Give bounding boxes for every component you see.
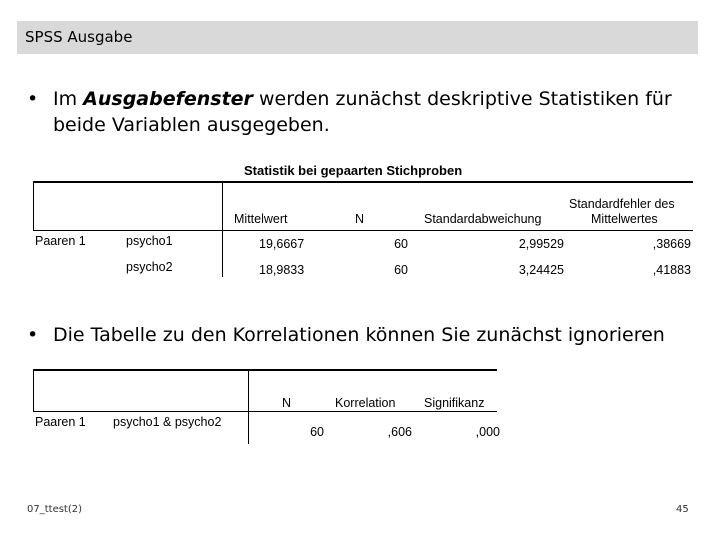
table-column-divider bbox=[222, 181, 223, 277]
col-header-n: N bbox=[282, 396, 292, 410]
table-header-divider bbox=[33, 230, 693, 231]
col-header-n: N bbox=[355, 212, 365, 226]
slide-header-title: SPSS Ausgabe bbox=[25, 28, 133, 46]
cell-n: 60 bbox=[394, 263, 408, 277]
bullet-text: Im Ausgabefenster werden zunächst deskriptive Statistiken für beide Variablen ausgegeben. bbox=[53, 88, 672, 136]
row-var: psycho1 & psycho2 bbox=[113, 415, 222, 429]
bullet-dot: • bbox=[27, 324, 39, 346]
bullet-dot: • bbox=[27, 88, 39, 110]
col-header-correlation: Korrelation bbox=[335, 396, 396, 410]
col-header-sd: Standardabweichung bbox=[424, 212, 542, 226]
cell-mean: 18,9833 bbox=[259, 263, 305, 277]
cell-n: 60 bbox=[394, 237, 408, 251]
cell-n: 60 bbox=[310, 425, 324, 439]
row-group-label: Paaren 1 bbox=[35, 415, 86, 429]
cell-mean: 19,6667 bbox=[259, 237, 305, 251]
bullet-correlations bbox=[27, 322, 707, 348]
table-left-border bbox=[33, 369, 34, 412]
row-var: psycho2 bbox=[126, 260, 173, 274]
cell-se: ,38669 bbox=[652, 237, 691, 251]
col-header-mean: Mittelwert bbox=[234, 212, 288, 226]
row-var: psycho1 bbox=[126, 234, 173, 248]
cell-significance: ,000 bbox=[475, 425, 500, 439]
bullet-descriptive bbox=[27, 86, 707, 138]
page-number: 45 bbox=[676, 504, 689, 515]
col-header-significance: Signifikanz bbox=[424, 396, 485, 410]
cell-sd: 2,99529 bbox=[518, 237, 564, 251]
table-caption: Statistik bei gepaarten Stichproben bbox=[244, 163, 463, 178]
slide-header bbox=[17, 21, 698, 54]
cell-sd: 3,24425 bbox=[518, 263, 564, 277]
table-header-divider bbox=[33, 411, 497, 412]
cell-correlation: ,606 bbox=[387, 425, 412, 439]
table-left-border bbox=[33, 181, 34, 231]
table-column-divider bbox=[248, 369, 249, 444]
footer-filename: 07_ttest(2) bbox=[27, 504, 83, 515]
cell-se: ,41883 bbox=[652, 263, 691, 277]
table-top-border bbox=[33, 369, 497, 371]
row-group-label: Paaren 1 bbox=[35, 234, 86, 248]
table-top-border bbox=[33, 181, 693, 183]
col-header-se-line1: Standardfehler des bbox=[569, 197, 675, 211]
bullet-text: Die Tabelle zu den Korrelationen können Sie zunächst ignorieren bbox=[53, 324, 665, 346]
col-header-se-line2: Mittelwertes bbox=[591, 212, 658, 226]
